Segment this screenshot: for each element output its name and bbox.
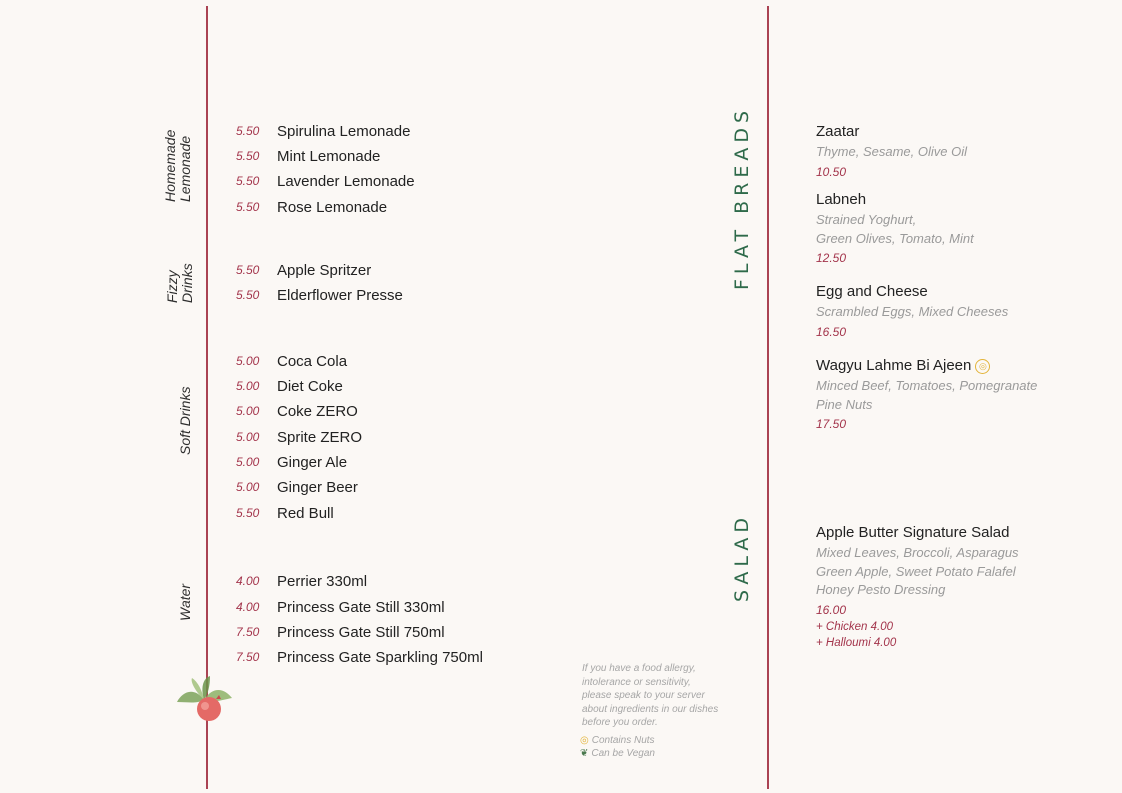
item-name: Ginger Ale [277,453,348,471]
item-name: Sprite ZERO [277,428,363,446]
dish-description: Strained Yoghurt, [816,212,917,227]
item-price: 4.00 [236,574,260,588]
item-name: Princess Gate Still 750ml [277,623,445,641]
dish-name-text: Egg and Cheese [816,283,928,300]
item-price: 5.00 [236,455,260,469]
category-title: Soft Drinks [177,386,193,455]
category-soft-drinks [178,387,193,455]
item-price: 5.00 [236,354,260,368]
item-price: 7.50 [236,625,260,639]
menu-item [236,350,347,372]
dish-description: Minced Beef, Tomatoes, Pomegranate [816,378,1038,393]
item-name: Coca Cola [277,352,348,370]
item-name: Princess Gate Still 330ml [277,598,445,616]
category-title-line2: Drinks [179,263,195,303]
item-price: 5.50 [236,149,260,163]
legend-vegan [580,748,655,761]
item-name: Elderflower Presse [277,286,403,304]
item-name: Spirulina Lemonade [277,122,411,140]
item-price: 4.00 [236,600,260,614]
dish-description: Thyme, Sesame, Olive Oil [816,144,967,159]
dish-labneh [816,189,974,267]
pomegranate-icon [174,672,234,729]
dish-name-text: Zaatar [816,123,860,140]
menu-item [236,170,415,192]
menu-item [236,375,343,397]
dish-name-text: Apple Butter Signature Salad [816,524,1010,541]
dish-description: Scrambled Eggs, Mixed Cheeses [816,304,1009,319]
dish-addon: + Halloumi 4.00 [816,636,897,649]
nut-icon: ◎ [580,735,589,746]
dish-description: Green Olives, Tomato, Mint [816,230,974,246]
item-price: 5.00 [236,480,260,494]
dish-price: 16.00 [816,602,847,617]
item-price: 5.50 [236,263,260,277]
item-name: Lavender Lemonade [277,172,415,190]
menu-item [236,621,445,643]
dish-price: 17.50 [816,417,847,431]
dish-description: Mixed Leaves, Broccoli, Asparagus [816,545,1019,560]
menu-item [236,570,367,592]
dish-name [816,281,1008,303]
item-name: Coke ZERO [277,402,358,420]
dish-description: Pine Nuts [816,396,873,412]
item-price: 5.50 [236,174,260,188]
menu-item [236,646,483,668]
legend [580,735,655,760]
notice-line: intolerance or sensitivity, [582,676,691,688]
category-title: Water [177,583,193,621]
item-name: Rose Lemonade [277,198,388,216]
section-heading-salad: SALAD [731,512,753,602]
leaf-icon: ❦ [580,747,589,759]
item-price: 5.50 [236,200,260,214]
menu-item [236,196,387,218]
item-name: Ginger Beer [277,478,358,496]
menu-item [236,120,410,142]
item-price: 5.00 [236,379,260,393]
category-fizzy-drinks [165,263,195,303]
menu-item [236,284,403,306]
dish-name-text: Wagyu Lahme Bi Ajeen [816,357,972,374]
dish-name [816,189,974,211]
item-name: Red Bull [277,504,334,522]
menu-item [236,259,371,281]
dish-price: 16.50 [816,324,847,339]
item-price: 5.00 [236,404,260,418]
dish-price: 12.50 [816,251,847,265]
item-price: 5.50 [236,124,260,138]
menu-item [236,596,445,618]
dish-addon: + Chicken 4.00 [816,620,894,633]
category-title-line1: Fizzy [164,270,180,303]
item-price: 5.50 [236,506,260,520]
dish-price: 10.50 [816,164,847,179]
allergy-notice [582,662,732,730]
item-name: Apple Spritzer [277,261,372,279]
menu-item [236,400,358,422]
notice-line: before you order. [582,717,658,728]
menu-item [236,451,347,473]
dish-description: Honey Pesto Dressing [816,582,946,597]
contains-nuts-icon: ◎ [975,359,990,374]
category-title-line2: Lemonade [177,135,193,202]
menu-item [236,502,334,524]
section-heading-flat-breads: FLAT BREADS [731,105,753,290]
divider-line-right [767,6,769,789]
notice-line: If you have a food allergy, [582,663,696,674]
dish-name [816,355,1037,377]
menu-item [236,145,380,167]
item-price: 5.50 [236,288,260,302]
item-price: 7.50 [236,650,260,664]
notice-line: please speak to your server [582,690,705,701]
legend-label: Can be Vegan [591,747,655,759]
menu-item [236,476,358,498]
menu-item [236,426,362,448]
category-water [178,584,193,621]
item-name: Perrier 330ml [277,572,368,590]
dish-wagyu-lahme-bi-ajeen [816,355,1037,433]
notice-line: about ingredients in our dishes [582,703,719,715]
dish-name [816,121,967,143]
dish-name-text: Labneh [816,191,867,208]
legend-nuts [580,735,655,748]
category-title-line1: Homemade [162,129,178,202]
category-homemade-lemonade [163,130,193,202]
item-name: Mint Lemonade [277,147,381,165]
dish-zaatar [816,121,967,181]
legend-label: Contains Nuts [591,735,655,746]
dish-description: Green Apple, Sweet Potato Falafel [816,563,1016,579]
dish-name [816,522,1019,544]
item-name: Princess Gate Sparkling 750ml [277,648,483,666]
dish-apple-butter-signature-salad [816,522,1019,651]
item-name: Diet Coke [277,377,343,395]
item-price: 5.00 [236,430,260,444]
dish-egg-and-cheese [816,281,1008,341]
